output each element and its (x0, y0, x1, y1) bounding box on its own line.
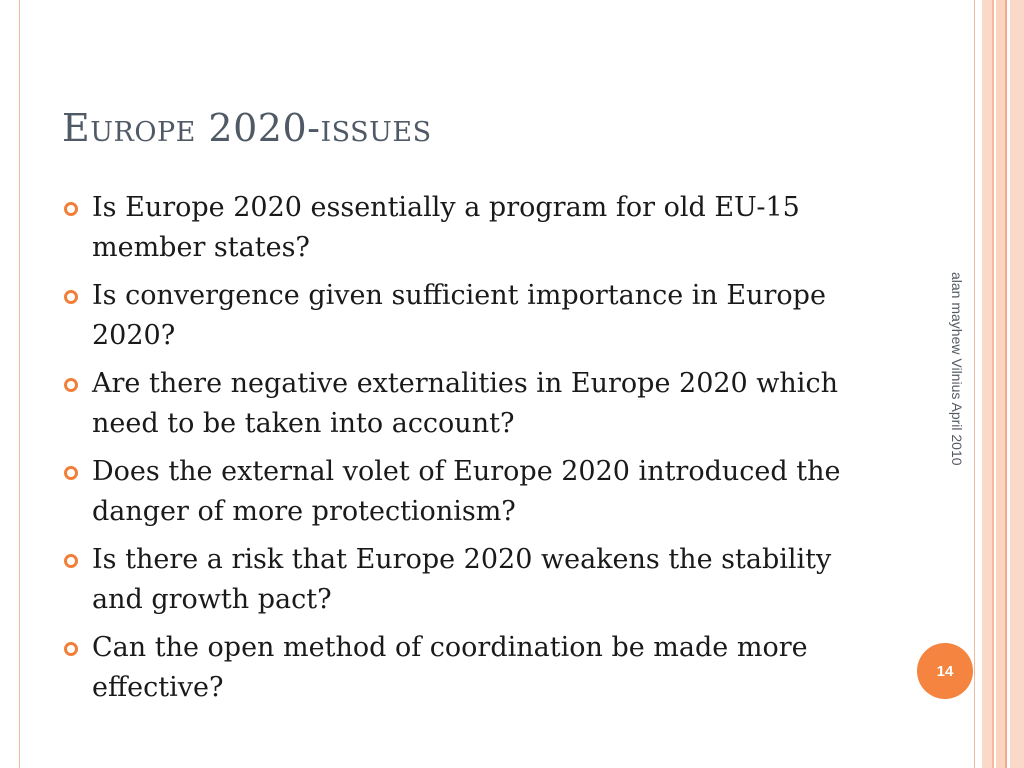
bullet-list (62, 188, 882, 716)
decorative-stripe (1010, 0, 1024, 768)
bullet-text: Are there negative externalities in Europe 2020 which need to be taken into account? (92, 368, 838, 439)
bullet-item (62, 276, 882, 356)
decorative-stripe (1005, 0, 1007, 768)
bullet-item (62, 188, 882, 268)
circle-bullet-icon (64, 290, 78, 304)
decorative-stripe (982, 0, 992, 768)
bullet-item (62, 628, 882, 708)
circle-bullet-icon (64, 642, 78, 656)
bullet-item (62, 452, 882, 532)
bullet-text: Is there a risk that Europe 2020 weakens the stability and growth pact? (92, 544, 832, 615)
circle-bullet-icon (64, 466, 78, 480)
bullet-text: Does the external volet of Europe 2020 introduced the danger of more protectionism? (92, 456, 841, 527)
decorative-stripe (992, 0, 994, 768)
circle-bullet-icon (64, 554, 78, 568)
bullet-text: Is convergence given sufficient importance in Europe 2020? (92, 280, 826, 351)
bullet-item (62, 540, 882, 620)
decorative-stripe (996, 0, 1005, 768)
bullet-text: Is Europe 2020 essentially a program for old EU-15 member states? (92, 192, 800, 263)
circle-bullet-icon (64, 202, 78, 216)
bullet-item (62, 364, 882, 444)
footer-author-note: alan mayhew Vilnius April 2010 (949, 272, 965, 466)
bullet-text: Can the open method of coordination be made more effective? (92, 632, 808, 703)
slide-title: Europe 2020-issues (62, 106, 432, 150)
page-number-badge: 14 (917, 643, 973, 699)
circle-bullet-icon (64, 378, 78, 392)
